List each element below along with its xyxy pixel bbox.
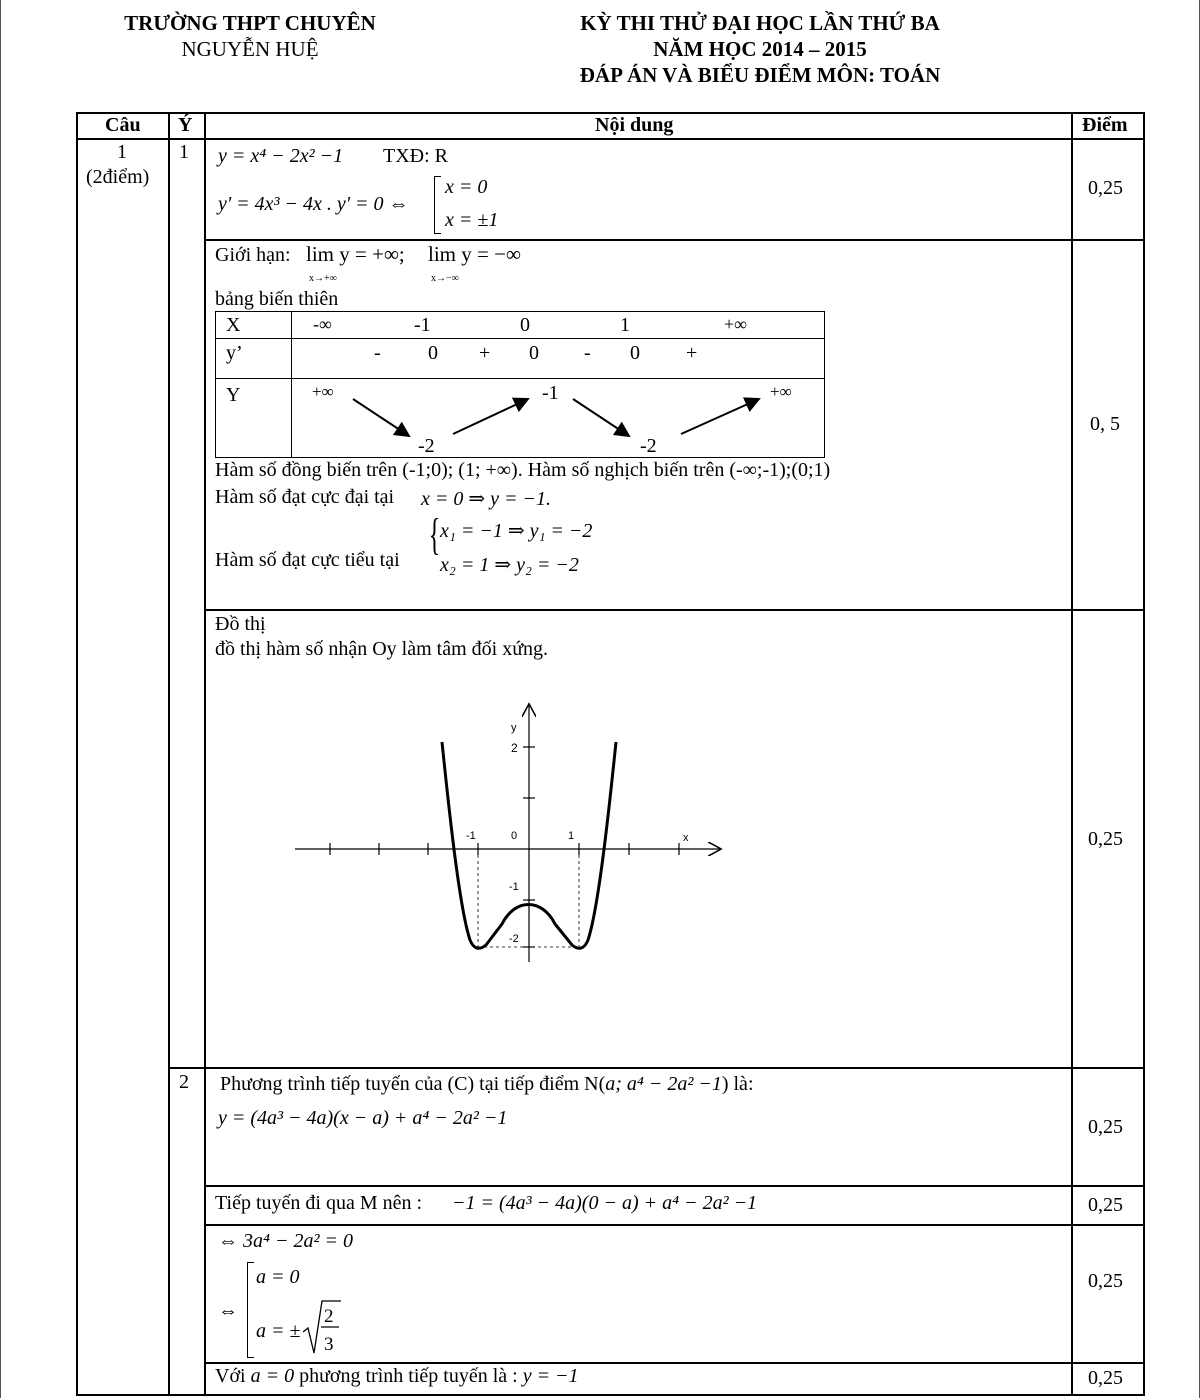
vt-yprime-sign: + [479, 342, 491, 364]
final-tangent-mid: phương trình tiếp tuyến là : [299, 1365, 518, 1387]
vt-yprime-zero: 0 [630, 342, 640, 364]
vt-y-top: +∞ [312, 382, 334, 401]
limit-plus-subscript: x→+∞ [309, 273, 337, 284]
graph-label-y2: 2 [511, 741, 518, 755]
limit-minus-subscript: x→−∞ [431, 273, 459, 284]
graph-title: Đồ thị [215, 613, 266, 635]
tangent-through-m-text: Tiếp tuyến đi qua M nên : [215, 1192, 423, 1214]
vt-x-value: +∞ [724, 314, 747, 334]
vt-y-top: -1 [542, 382, 559, 404]
exam-header [510, 10, 1010, 88]
solution-1: a = 0 [256, 1266, 300, 1288]
final-tangent-condition: a = 0 [250, 1365, 295, 1387]
graph-description: đồ thị hàm số nhận Oy làm tâm đối xứng. [215, 638, 549, 660]
local-min-case-2: x₂ = 1 ⇒ y₂ = −2 [440, 554, 579, 576]
vt-arrow-up [681, 399, 759, 434]
variation-table-label: bảng biến thiên [215, 288, 339, 310]
exam-subject: ĐÁP ÁN VÀ BIỂU ĐIỂM MÔN: TOÁN [579, 63, 941, 87]
score-row-1: 0,25 [1088, 177, 1123, 199]
question-points: (2điểm) [86, 166, 150, 188]
variation-table [215, 311, 825, 458]
final-tangent-equation: y = −1 [522, 1365, 579, 1387]
graph-label-x1: 1 [568, 830, 575, 842]
graph-label-x-axis: x [683, 832, 689, 844]
limit-plus-infinity: lim y = +∞; [306, 242, 405, 266]
case-bracket [434, 176, 441, 234]
local-min-brace: { [428, 510, 441, 559]
column-header-noidung: Nội dung [595, 114, 674, 136]
domain-text: TXĐ: R [383, 145, 448, 167]
sqrt-fraction [303, 1298, 343, 1358]
vt-yprime-zero: 0 [529, 342, 539, 364]
column-header-y: Ý [178, 114, 193, 136]
score-row-7: 0,25 [1088, 1367, 1123, 1389]
vt-x-value: -1 [414, 314, 431, 336]
final-tangent-line [215, 1365, 579, 1388]
vt-yprime-sign: + [686, 342, 698, 364]
limits-label: Giới hạn: [215, 244, 291, 266]
vt-x-label: X [226, 314, 241, 336]
vt-x-value: -∞ [313, 314, 332, 334]
function-definition: y = x⁴ − 2x² −1 [218, 145, 344, 167]
local-max-expression: x = 0 ⇒ y = −1. [421, 488, 551, 510]
reduced-equation: ⇔ 3a⁴ − 2a² = 0 [218, 1230, 353, 1252]
school-header [60, 10, 440, 62]
local-min-case-1: x₁ = −1 ⇒ y₁ = −2 [440, 520, 593, 542]
local-max-text: Hàm số đạt cực đại tại [215, 486, 395, 508]
vt-yprime-sign: - [584, 342, 591, 364]
exam-year: NĂM HỌC 2014 – 2015 [653, 37, 867, 61]
part-number-2: 2 [179, 1071, 189, 1093]
exam-title: KỲ THI THỬ ĐẠI HỌC LẦN THỨ BA [580, 11, 940, 35]
solution-bracket [247, 1262, 254, 1358]
score-row-4: 0,25 [1088, 1116, 1123, 1138]
fraction-numerator: 2 [324, 1306, 334, 1327]
tangent-intro-pre: Phương trình tiếp tuyến của (C) tại tiếp điểm N( [220, 1073, 606, 1095]
score-row-2: 0, 5 [1090, 413, 1120, 435]
tangent-equation: y = (4a³ − 4a)(x − a) + a⁴ − 2a² −1 [218, 1107, 508, 1129]
function-graph [290, 700, 730, 970]
question-number: 1 [117, 141, 127, 163]
tangent-through-m-equation: −1 = (4a³ − 4a)(0 − a) + a⁴ − 2a² −1 [452, 1192, 758, 1214]
vt-x-value: 1 [620, 314, 630, 336]
solution-2: a = ± [256, 1320, 301, 1342]
vt-yprime-zero: 0 [428, 342, 438, 364]
vt-x-value: 0 [520, 314, 530, 336]
vt-y-bottom: -2 [418, 435, 435, 457]
column-header-cau: Câu [105, 114, 141, 136]
vt-y-label: Y [226, 384, 241, 406]
graph-label-origin: 0 [511, 830, 518, 842]
limit-minus-infinity: lim y = −∞ [428, 242, 521, 266]
school-name-line2: NGUYỄN HUỆ [181, 37, 319, 61]
graph-label-xm1: -1 [466, 830, 476, 842]
vt-y-top: +∞ [770, 382, 792, 401]
vt-y-bottom: -2 [640, 435, 657, 457]
vt-arrow-down [353, 399, 409, 436]
score-row-5: 0,25 [1088, 1194, 1123, 1216]
fraction-denominator: 3 [324, 1334, 334, 1355]
vt-arrows [216, 312, 824, 457]
score-row-6: 0,25 [1088, 1270, 1123, 1292]
derivative-root-2: x = ±1 [445, 209, 499, 231]
part-number-1: 1 [179, 141, 189, 163]
equivalence-symbol: ⇔ [218, 1300, 238, 1322]
vt-yprime-sign: - [374, 342, 381, 364]
graph-label-y-axis: y [511, 722, 517, 734]
vt-yprime-label: y’ [226, 342, 243, 364]
column-header-diem: Điểm [1082, 114, 1128, 136]
tangent-intro [220, 1073, 754, 1096]
vt-arrow-up [453, 399, 528, 434]
local-min-text: Hàm số đạt cực tiểu tại [215, 549, 400, 571]
final-tangent-pre: Với [215, 1365, 246, 1387]
derivative-expression: y' = 4x³ − 4x . y' = 0 ⇔ [218, 193, 409, 215]
monotonic-statement: Hàm số đồng biến trên (-1;0); (1; +∞). Hàm số nghịch biến trên (-∞;-1);(0;1) [215, 459, 831, 481]
score-row-3: 0,25 [1088, 828, 1123, 850]
tangent-point-expression: a; a⁴ − 2a² −1 [605, 1073, 722, 1095]
graph-label-ym1: -1 [509, 881, 519, 893]
derivative-root-1: x = 0 [445, 176, 488, 198]
graph-label-ym2: -2 [509, 933, 519, 945]
tangent-intro-post: ) là: [721, 1073, 754, 1095]
school-name-line1: TRƯỜNG THPT CHUYÊN [124, 11, 376, 35]
vt-arrow-down [573, 399, 629, 436]
